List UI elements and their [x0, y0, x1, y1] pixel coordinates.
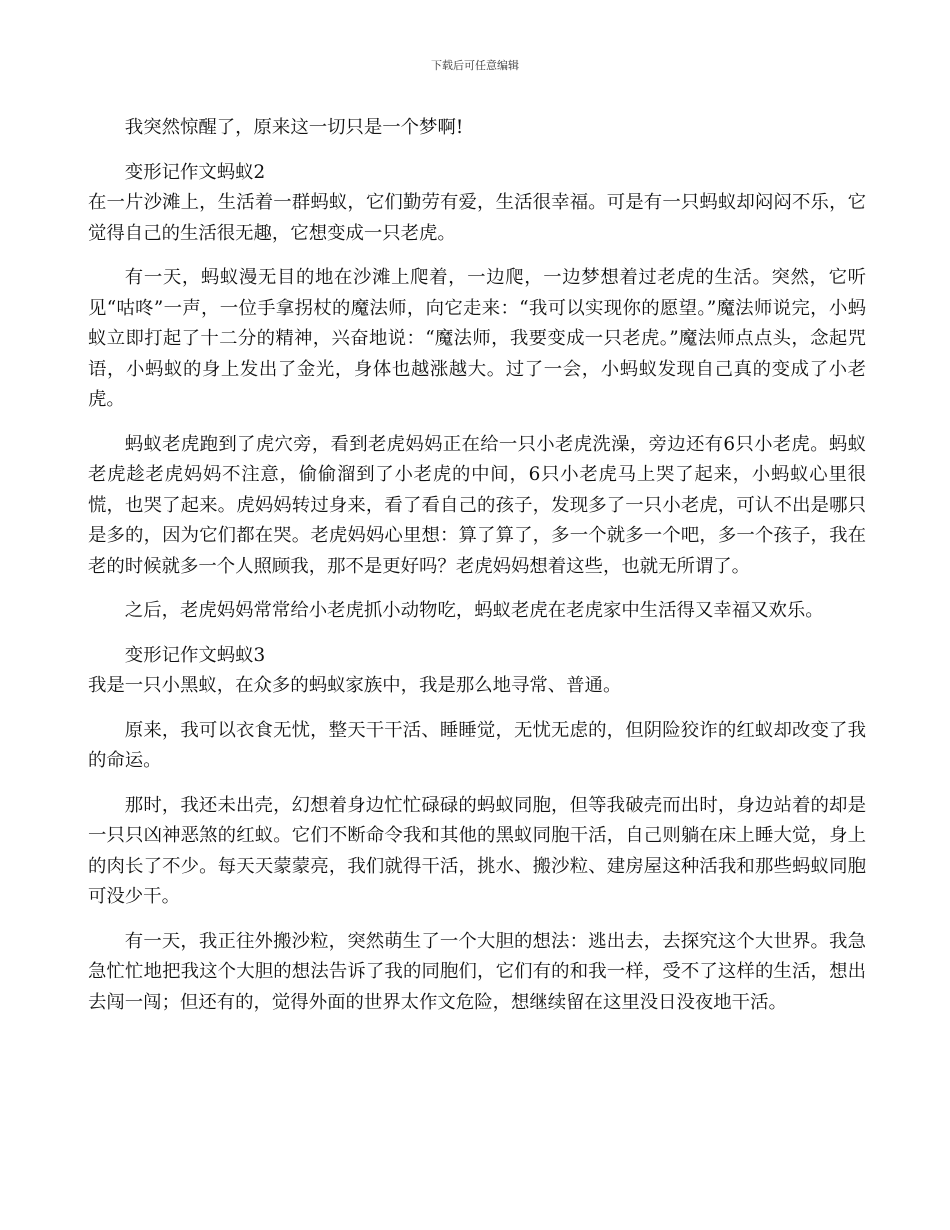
paragraph: 有一天，蚂蚁漫无目的地在沙滩上爬着，一边爬，一边梦想着过老虎的生活。突然，它听见“咕咚”一声，一位手拿拐杖的魔法师，向它走来：“我可以实现你的愿望。”魔法师说完，小蚂蚁立即打起了十二分的精神，兴奋地说：“魔法师，我要变成一只老虎。”魔法师点点头，念起咒语，小蚂蚁的身上发出了金光，身体也越涨越大。过了一会，小蚂蚁发现自己真的变成了小老虎。	[88, 267, 866, 410]
document-body	[88, 113, 866, 1032]
paragraph: 那时，我还未出壳，幻想着身边忙忙碌碌的蚂蚁同胞，但等我破壳而出时，身边站着的却是一只只凶神恶煞的红蚁。它们不断命令我和其他的黑蚁同胞干活，自己则躺在床上睡大觉，身上的肉长了不少。每天天蒙蒙亮，我们就得干活，挑水、搬沙粒、建房屋这种活我和那些蚂蚁同胞可没少干。	[88, 794, 866, 907]
paragraph: 在一片沙滩上，生活着一群蚂蚁，它们勤劳有爱，生活很幸福。可是有一只蚂蚁却闷闷不乐，它觉得自己的生活很无趣，它想变成一只老虎。	[88, 192, 866, 244]
paragraph: 之后，老虎妈妈常常给小老虎抓小动物吃，蚂蚁老虎在老虎家中生活得又幸福又欢乐。	[124, 600, 824, 621]
paragraph: 变形记作文蚂蚁3	[124, 644, 266, 666]
paragraph: 变形记作文蚂蚁2	[124, 161, 266, 183]
paragraph: 我是一只小黑蚁，在众多的蚂蚁家族中，我是那么地寻常、普通。	[88, 675, 622, 696]
paragraph: 有一天，我正往外搬沙粒，突然萌生了一个大胆的想法：逃出去，去探究这个大世界。我急急忙忙地把我这个大胆的想法告诉了我的同胞们，它们有的和我一样，受不了这样的生活，想出去闯一闯；但还有的，觉得外面的世界太作文危险，想继续留在这里没日没夜地干活。	[88, 930, 866, 1013]
paragraph: 原来，我可以衣食无忧，整天干干活、睡睡觉，无忧无虑的，但阴险狡诈的红蚁却改变了我的命运。	[88, 719, 866, 771]
page-header: 下载后可任意编辑	[431, 59, 519, 72]
paragraph: 我突然惊醒了，原来这一切只是一个梦啊!	[124, 117, 464, 138]
paragraph: 蚂蚁老虎跑到了虎穴旁，看到老虎妈妈正在给一只小老虎洗澡，旁边还有6只小老虎。蚂蚁老虎趁老虎妈妈不注意，偷偷溜到了小老虎的中间，6只小老虎马上哭了起来，小蚂蚁心里很慌，也哭了起来。虎妈妈转过身来，看了看自己的孩子，发现多了一只小老虎，可认不出是哪只是多的，因为它们都在哭。老虎妈妈心里想：算了算了，多一个就多一个吧，多一个孩子，我在老的时候就多一个人照顾我，那不是更好吗？老虎妈妈想着这些，也就无所谓了。	[88, 433, 866, 577]
